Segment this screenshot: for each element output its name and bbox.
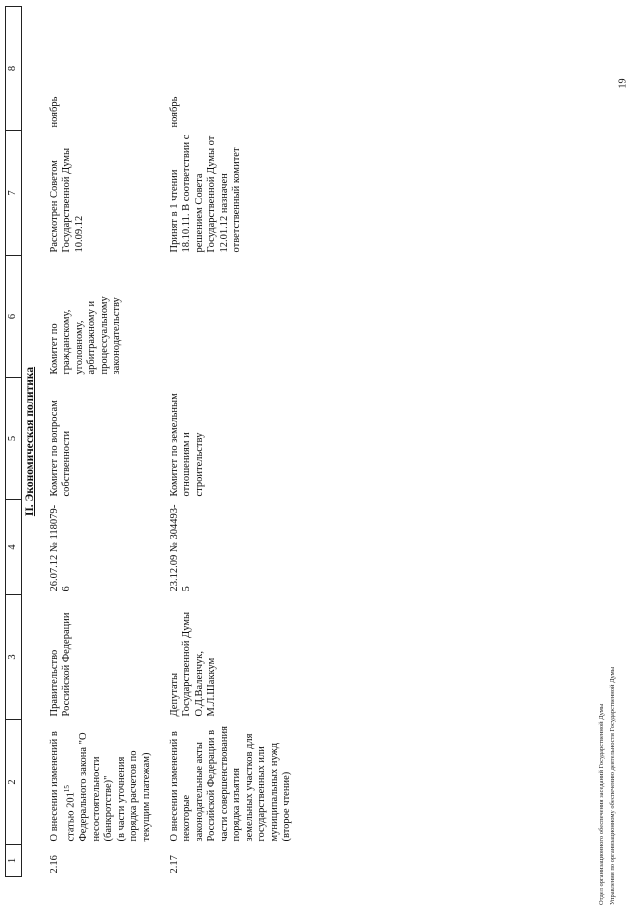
registration: 26.07.12 № 118079-6 [48,504,72,592]
responsible-committee: Комитет по вопросам собственности [48,400,72,497]
section-title: II. Экономическая политика [24,366,36,517]
status: Рассмотрен Советом Государственной Думы 10.09.12 [48,147,85,253]
row-number: 2.16 [48,855,60,874]
footer-line-2: Управления по организационному обеспечению деятельности Государственной Думы [609,666,616,905]
col-header-7: 7 [6,131,22,256]
page-number: 19 [617,78,629,89]
col-header-2: 2 [6,720,22,845]
responsible-committee: Комитет по земельным отношениям и строительству [168,393,205,497]
row-number: 2.17 [168,855,180,874]
footer [596,505,618,905]
col-header-3: 3 [6,595,22,720]
col-header-6: 6 [6,256,22,378]
co-committee: Комитет по гражданскому, уголовному, арбитражному и процессуальному законодательству [48,296,122,375]
col-header-5: 5 [6,378,22,500]
col-header-8: 8 [6,7,22,131]
section-row [22,7,43,877]
month: ноябрь [168,96,180,128]
landscape-page [5,7,595,877]
bill-title: О внесении изменений в статью $201^{15}$ Федерального закона "О несостоятельности (банкротстве)" (в части уточнения порядка расчетов по текущим платежам) [48,731,152,842]
footer-line-1: Отдел организационного обеспечения заседаний Государственной Думы [598,703,605,905]
month: ноябрь [48,96,60,128]
initiator: Депутаты Государственной Думы О.Д.Валенчук, М.Л.Шаккум [168,611,217,717]
header-row [6,7,22,877]
footnote-mark: 15 [63,785,71,793]
col-header-1: 1 [6,845,22,877]
col-header-4: 4 [6,500,22,595]
bills-table [5,6,343,877]
initiator: Правительство Российской Федерации [48,612,72,717]
status: Принят в 1 чтении 18.10.11. В соответствии с решением Совета Государственной Думы от 12.01.12 назначен ответственный комитет [168,134,242,253]
co-committee [163,256,343,378]
registration: 23.12.09 № 304493-5 [168,504,192,592]
table-row [163,7,343,877]
bill-title: О внесении изменений в некоторые законодательные акты Российской Федерации в части совершенствования порядка изъятия земельных участков для государственных или муниципальных нужд (второе чтение) [168,726,292,842]
table-row [43,7,163,877]
